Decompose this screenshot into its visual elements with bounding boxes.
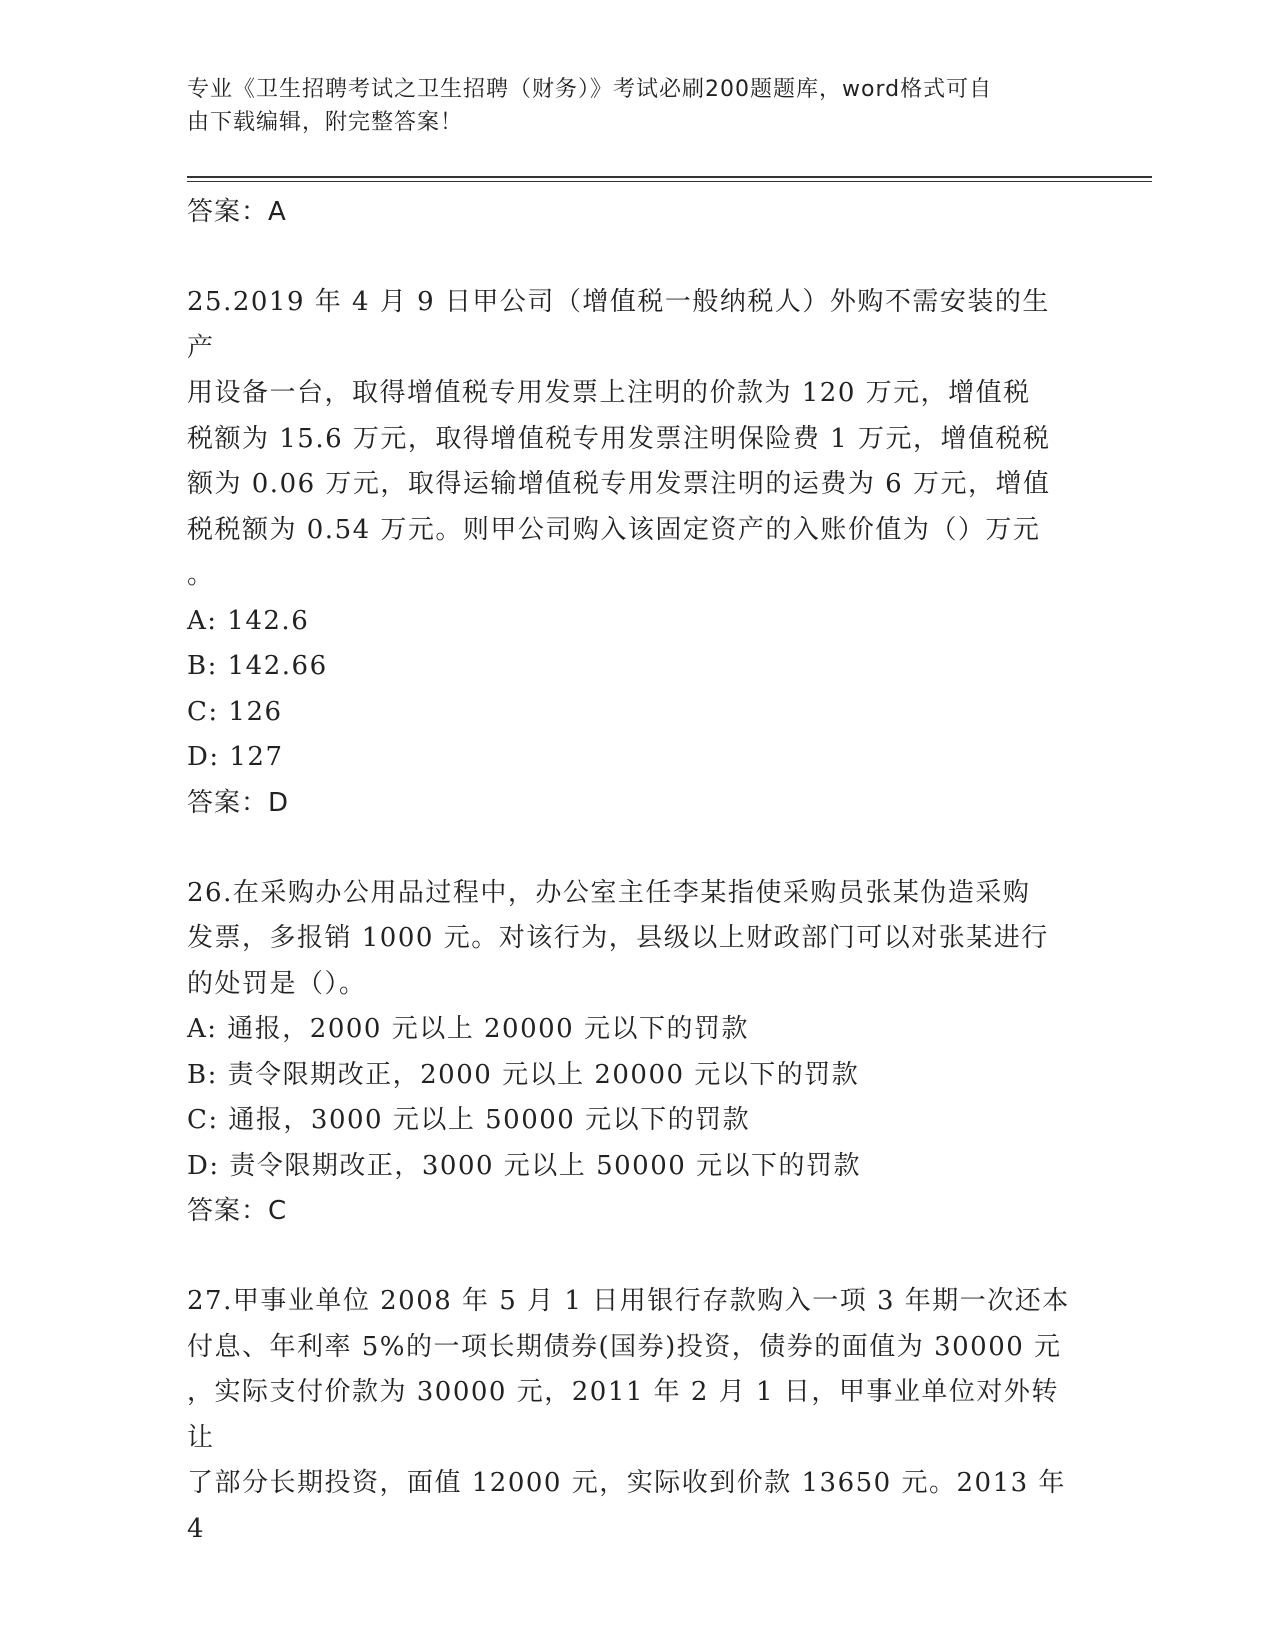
spacer [187,234,1077,280]
question-line: 了部分长期投资，面值 12000 元，实际收到价款 13650 元。2013 年 4 [187,1468,1066,1544]
question-line: ，实际支付价款为 30000 元，2011 年 2 月 1 日，甲事业单位对外转让 [187,1377,1059,1453]
question-line: 税税额为 0.54 万元。则甲公司购入该固定资产的入账价值为（）万元 [187,514,1041,545]
header-line-1: 专业《卫生招聘考试之卫生招聘（财务）》考试必刷200题题库，word格式可自 [187,77,993,102]
option-b: B: 责令限期改正，2000 元以上 20000 元以下的罚款 [187,1059,860,1090]
option-d: D: 责令限期改正，3000 元以上 50000 元以下的罚款 [187,1150,862,1181]
page-header [187,73,1067,139]
question-block [187,1279,1077,1552]
option-a: A: 142.6 [187,605,310,636]
answer-line: 答案：C [187,1196,288,1226]
option-a: A: 通报，2000 元以上 20000 元以下的罚款 [187,1014,749,1044]
header-rule-thin [187,181,1152,182]
answer-line: 答案：A [187,197,287,227]
question-line: 27.甲事业单位 2008 年 5 月 1 日用银行存款购入一项 3 年期一次还本 [187,1286,1070,1316]
question-text [187,280,1077,599]
question-line: 额为 0.06 万元，取得运输增值税专用发票注明的运费为 6 万元，增值 [187,469,1051,499]
page-content [187,190,1077,1552]
header-rule-thick [187,176,1152,178]
option-c: C: 通报，3000 元以上 50000 元以下的罚款 [187,1105,751,1135]
question-line: 用设备一台，取得增值税专用发票上注明的价款为 120 万元，增值税 [187,378,1031,408]
option-c: C: 126 [187,696,283,727]
question-text [187,1279,1077,1552]
header-line-2: 由下载编辑，附完整答案！ [187,110,464,135]
question-line: 税额为 15.6 万元，取得增值税专用发票注明保险费 1 万元，增值税税 [187,423,1051,454]
question-line: 发票，多报销 1000 元。对该行为，县级以上财政部门可以对张某进行 [187,923,1049,953]
question-line: 26.在采购办公用品过程中，办公室主任李某指使采购员张某伪造采购 [187,877,1031,908]
spacer [187,1233,1077,1279]
question-line: 。 [187,560,215,590]
question-line: 的处罚是（）。 [187,968,367,999]
question-block [187,280,1077,825]
question-line: 25.2019 年 4 月 9 日甲公司（增值税一般纳税人）外购不需安装的生产 [187,287,1050,363]
option-b: B: 142.66 [187,651,328,681]
question-text [187,871,1077,1008]
option-d: D: 127 [187,742,284,772]
question-block [187,871,1077,1234]
answer-line: 答案：D [187,787,290,818]
spacer [187,825,1077,871]
question-line: 付息、年利率 5%的一项长期债券(国券)投资，债券的面值为 30000 元 [187,1331,1062,1362]
